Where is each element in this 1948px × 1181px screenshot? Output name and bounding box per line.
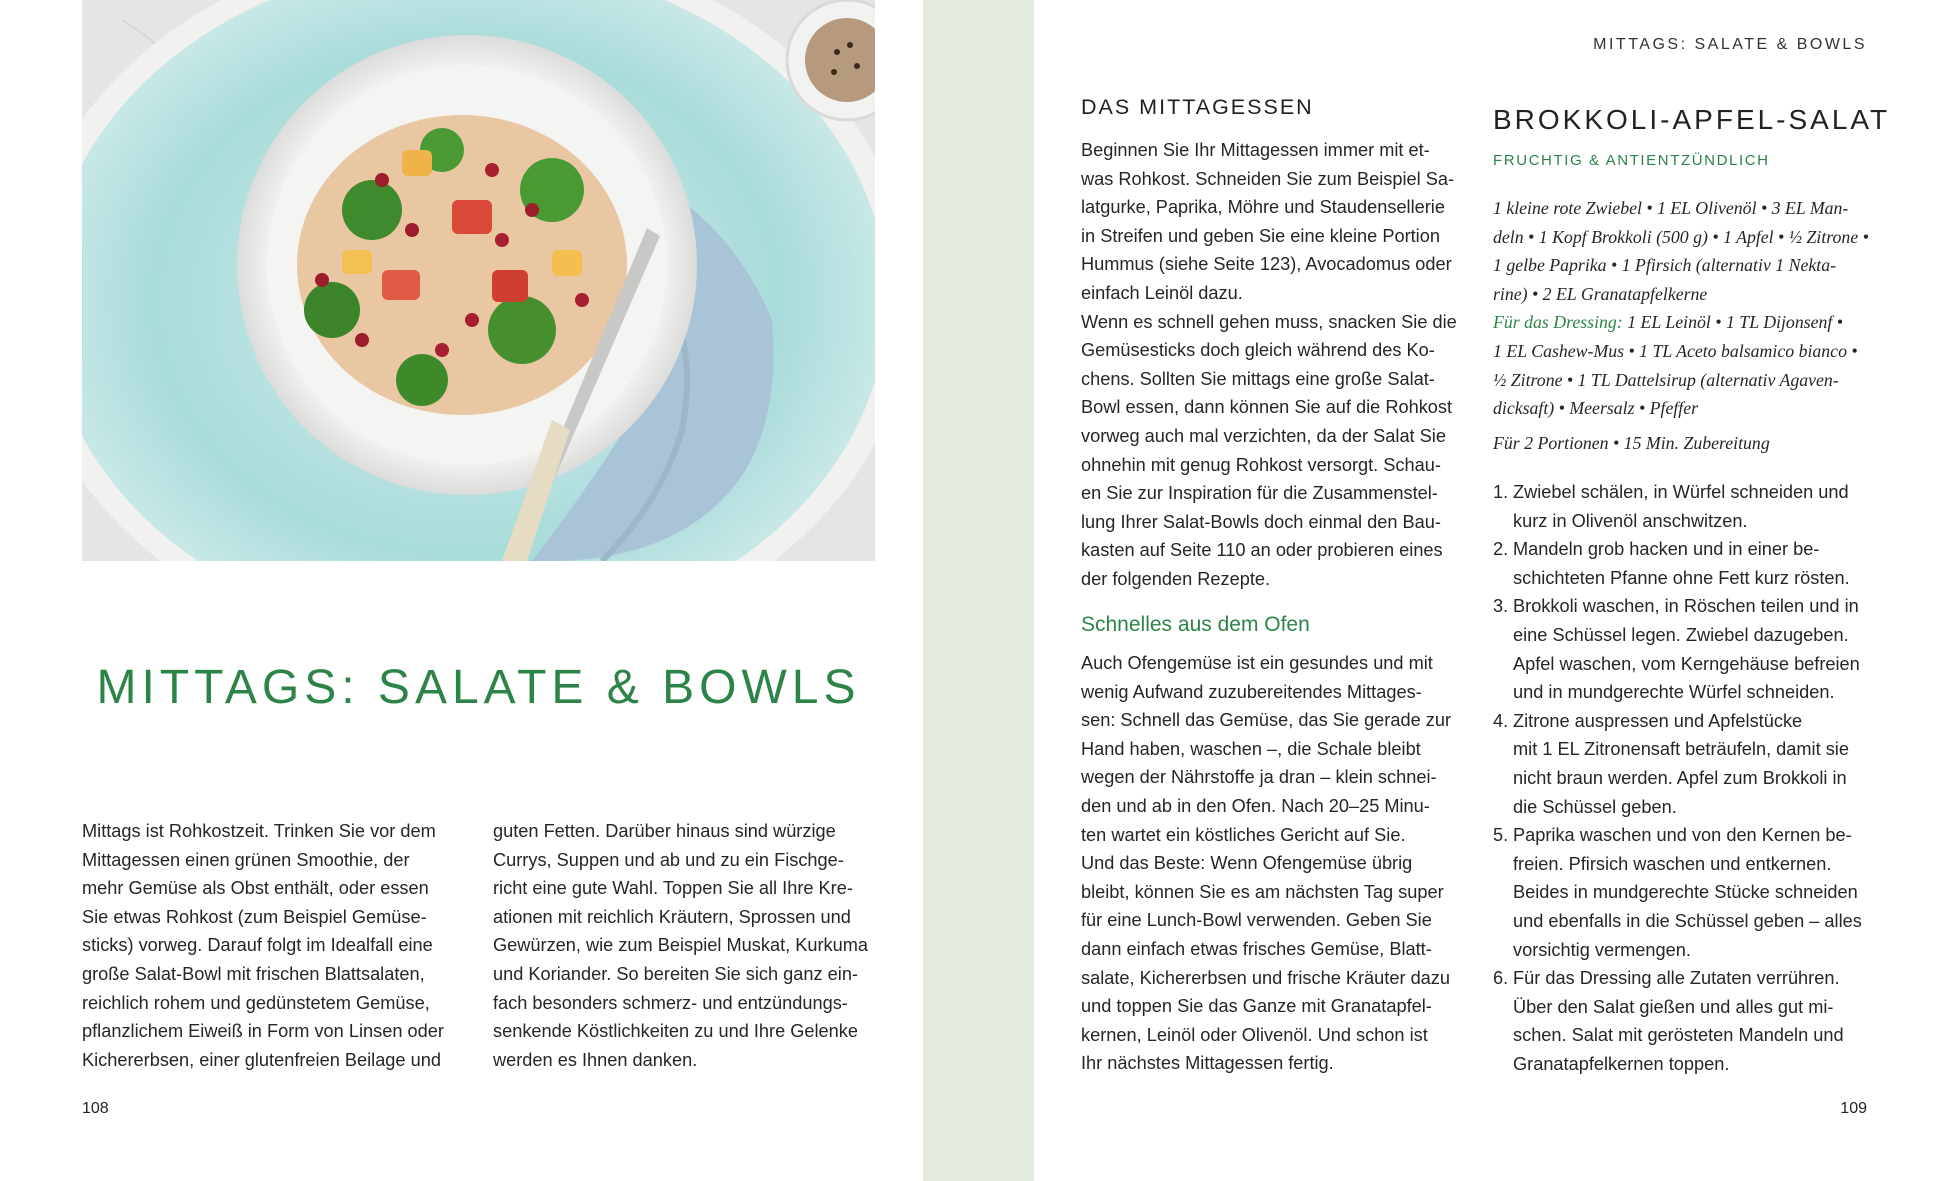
page-number-left: 108 <box>82 1100 109 1117</box>
text-line: Zwiebel schälen, in Würfel schneiden und <box>1513 482 1849 502</box>
step-number: 5. <box>1493 825 1509 846</box>
step-item <box>1493 592 1893 706</box>
text-line: kernen, Leinöl oder Olivenöl. Und schon ist <box>1081 1024 1428 1045</box>
text-line: Mittags ist Rohkostzeit. Trinken Sie vor dem <box>82 821 436 841</box>
text-line: den und ab in den Ofen. Nach 20–25 Minu- <box>1081 795 1430 816</box>
text-line: deln • 1 Kopf Brokkoli (500 g) • 1 Apfel • ½ Zitrone • <box>1493 226 1869 247</box>
text-line: dicksaft) • Meersalz • Pfeffer <box>1493 398 1699 419</box>
step-number: 3. <box>1493 596 1509 617</box>
text-line: eine Schüssel legen. Zwiebel dazugeben. <box>1513 624 1849 645</box>
text-line: nicht braun werden. Apfel zum Brokkoli in <box>1513 767 1847 788</box>
text-line: Wenn es schnell gehen muss, snacken Sie die <box>1081 311 1457 332</box>
text-line: sticks) vorweg. Darauf folgt im Idealfall eine <box>82 935 433 956</box>
text-line: Currys, Suppen und ab und zu ein Fischge- <box>493 849 844 870</box>
text-line: mit 1 EL Zitronensaft beträufeln, damit sie <box>1513 739 1849 760</box>
text-line: und toppen Sie das Ganze mit Granatapfel- <box>1081 996 1432 1017</box>
text-line: fach besonders schmerz- und entzündungs- <box>493 992 848 1013</box>
text-line: Kichererbsen, einer glutenfreien Beilage und <box>82 1049 441 1070</box>
text-line: Beginnen Sie Ihr Mittagessen immer mit et- <box>1081 140 1430 160</box>
text-line: Mandeln grob hacken und in einer be- <box>1513 539 1820 560</box>
text-line: kasten auf Seite 110 an oder probieren eines <box>1081 540 1443 561</box>
salad-bowl-icon <box>82 0 875 561</box>
text-line: rine) • 2 EL Granatapfelkerne <box>1493 283 1708 304</box>
text-line: große Salat-Bowl mit frischen Blattsalaten, <box>82 963 425 984</box>
text-line: pflanzlichem Eiweiß in Form von Linsen oder <box>82 1021 444 1042</box>
text-line: schen. Salat mit gerösteten Mandeln und <box>1513 1025 1844 1046</box>
text-line: Zitrone auspressen und Apfelstücke <box>1513 710 1803 731</box>
text-line: kurz in Olivenöl anschwitzen. <box>1513 510 1748 531</box>
text-line: Hummus (siehe Seite 123), Avocadomus oder <box>1081 254 1452 275</box>
text-line: und in mundgerechte Würfel schneiden. <box>1513 682 1835 703</box>
text-line: bleibt, können Sie es am nächsten Tag super <box>1081 881 1444 902</box>
step-item <box>1493 478 1893 535</box>
text-line: der folgenden Rezepte. <box>1081 568 1271 589</box>
text-line: Bowl essen, dann können Sie auf die Rohkost <box>1081 397 1453 418</box>
text-line: guten Fetten. Darüber hinaus sind würzige <box>493 821 836 841</box>
salad-bowl-photo <box>82 0 875 561</box>
text-line: ohnehin mit genug Rohkost versorgt. Schau- <box>1081 454 1441 475</box>
text-line: schichteten Pfanne ohne Fett kurz rösten. <box>1513 567 1850 588</box>
text-line: salate, Kichererbsen und frische Kräuter dazu <box>1081 967 1451 988</box>
text-line: und Koriander. So bereiten Sie sich ganz ein- <box>493 963 858 984</box>
text-line: werden es Ihnen danken. <box>493 1049 698 1070</box>
text-line: richt eine gute Wahl. Toppen Sie all Ihre Kre- <box>493 878 853 899</box>
text-line: Für das Dressing alle Zutaten verrühren. <box>1513 968 1840 989</box>
text-line: für eine Lunch-Bowl verwenden. Geben Sie <box>1081 910 1432 931</box>
step-number: 2. <box>1493 539 1509 560</box>
page-number-right: 109 <box>1840 1100 1867 1117</box>
recipe-steps <box>1493 478 1893 1078</box>
section-heading-mittagessen: DAS MITTAGESSEN <box>1081 95 1314 119</box>
text-line: Beides in mundgerechte Stücke schneiden <box>1513 882 1858 903</box>
section-heading-ofen: Schnelles aus dem Ofen <box>1081 613 1310 636</box>
step-item <box>1493 964 1893 1078</box>
mittagessen-text <box>1081 136 1471 594</box>
ofen-text <box>1081 649 1471 1078</box>
text-line: freien. Pfirsich waschen und entkernen. <box>1513 853 1832 874</box>
text-line: Ihr nächstes Mittagessen fertig. <box>1081 1053 1334 1074</box>
text-line: wenig Aufwand zuzubereitendes Mittages- <box>1081 681 1422 702</box>
text-line: en Sie zur Inspiration für die Zusammenstel- <box>1081 483 1438 504</box>
intro-column-right <box>493 817 883 1074</box>
text-line: sen: Schnell das Gemüse, das Sie gerade zur <box>1081 710 1452 731</box>
text-line: Über den Salat gießen und alles gut mi- <box>1513 996 1834 1017</box>
ingredient-list <box>1493 194 1893 423</box>
text-line: in Streifen und geben Sie eine kleine Portion <box>1081 225 1440 246</box>
dressing-label: Für das Dressing: <box>1493 312 1623 333</box>
text-line: Sie etwas Rohkost (zum Beispiel Gemüse- <box>82 906 427 927</box>
step-item <box>1493 821 1893 964</box>
step-number: 6. <box>1493 968 1509 989</box>
text-line: chens. Sollten Sie mittags eine große Salat- <box>1081 368 1435 389</box>
recipe-subtitle: FRUCHTIG & ANTIENTZÜNDLICH <box>1493 152 1770 169</box>
intro-column-left <box>82 817 472 1074</box>
text-line: was Rohkost. Schneiden Sie zum Beispiel Sa- <box>1081 168 1455 189</box>
step-item <box>1493 535 1893 592</box>
text-line: Brokkoli waschen, in Röschen teilen und in <box>1513 596 1859 617</box>
text-line: senkende Köstlichkeiten zu und Ihre Gelenke <box>493 1021 858 1042</box>
text-line: ationen mit reichlich Kräutern, Sprossen und <box>493 906 851 927</box>
text-line: reichlich rohem und gedünstetem Gemüse, <box>82 992 430 1013</box>
text-line: 1 EL Cashew-Mus • 1 TL Aceto balsamico bianco • <box>1493 340 1858 361</box>
text-line: dann einfach etwas frisches Gemüse, Blatt- <box>1081 938 1432 959</box>
text-line: 1 EL Leinöl • 1 TL Dijonsenf • <box>1622 312 1844 333</box>
text-line: 1 kleine rote Zwiebel • 1 EL Olivenöl • 3 EL Man- <box>1493 198 1849 218</box>
chapter-title: MITTAGS: SALATE & BOWLS <box>96 661 861 714</box>
text-line: 1 gelbe Paprika • 1 Pfirsich (alternativ 1 Nekta- <box>1493 255 1837 276</box>
step-item <box>1493 707 1893 821</box>
recipe-title: BROKKOLI-APFEL-SALAT <box>1493 104 1891 135</box>
text-line: Und das Beste: Wenn Ofengemüse übrig <box>1081 853 1413 874</box>
portion-info: Für 2 Portionen • 15 Min. Zubereitung <box>1493 433 1770 453</box>
dressing-line <box>1493 308 1893 337</box>
step-number: 4. <box>1493 710 1509 731</box>
text-line: Gemüsesticks doch gleich während des Ko- <box>1081 340 1435 361</box>
text-line: Gewürzen, wie zum Beispiel Muskat, Kurkuma <box>493 935 869 956</box>
text-line: ½ Zitrone • 1 TL Dattelsirup (alternativ Agaven- <box>1493 369 1839 390</box>
page-gutter <box>923 0 1034 1181</box>
text-line: und ebenfalls in die Schüssel geben – alles <box>1513 910 1862 931</box>
text-line: Paprika waschen und von den Kernen be- <box>1513 825 1852 846</box>
text-line: Mittagessen einen grünen Smoothie, der <box>82 849 410 870</box>
text-line: mehr Gemüse als Obst enthält, oder essen <box>82 878 429 899</box>
text-line: lung Ihrer Salat-Bowls doch einmal den Bau- <box>1081 511 1441 532</box>
text-line: wegen der Nährstoffe ja dran – klein schnei- <box>1081 767 1437 788</box>
text-line: Apfel waschen, vom Kerngehäuse befreien <box>1513 653 1860 674</box>
running-head: MITTAGS: SALATE & BOWLS <box>1593 36 1867 53</box>
text-line: Auch Ofengemüse ist ein gesundes und mit <box>1081 653 1433 673</box>
text-line: vorsichtig vermengen. <box>1513 939 1691 960</box>
text-line: Granatapfelkernen toppen. <box>1513 1053 1730 1074</box>
text-line: ten wartet ein köstliches Gericht auf Sie. <box>1081 824 1406 845</box>
text-line: vorweg auch mal verzichten, da der Salat Sie <box>1081 425 1446 446</box>
text-line: latgurke, Paprika, Möhre und Staudensellerie <box>1081 197 1445 218</box>
text-line: Hand haben, waschen –, die Schale bleibt <box>1081 738 1421 759</box>
text-line: einfach Leinöl dazu. <box>1081 282 1243 303</box>
step-number: 1. <box>1493 482 1509 502</box>
text-line: die Schüssel geben. <box>1513 796 1677 817</box>
